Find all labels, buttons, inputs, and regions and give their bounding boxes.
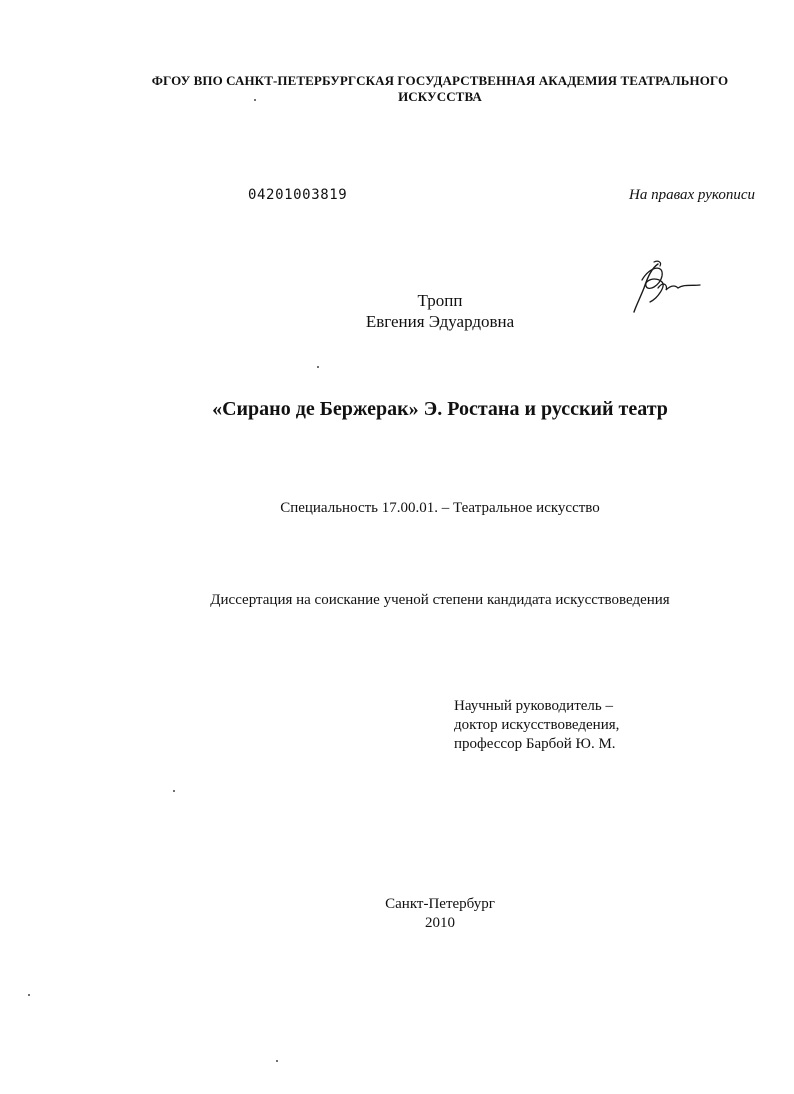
scan-speck — [276, 1060, 278, 1062]
author-given-names: Евгения Эдуардовна — [365, 312, 515, 331]
dissertation-degree-line: Диссертация на соискание ученой степени кандидата искусствоведения — [210, 592, 670, 608]
supervisor-degree: доктор искусствоведения, — [454, 717, 620, 733]
supervisor-name: профессор Барбой Ю. М. — [454, 736, 616, 752]
supervisor-role: Научный руководитель – — [454, 698, 613, 714]
footer-block — [290, 895, 590, 933]
author-block — [290, 290, 590, 332]
document-number: 04201003819 — [248, 187, 348, 203]
scan-speck — [254, 99, 256, 101]
supervisor-block — [454, 697, 619, 754]
rights-note: На правах рукописи — [629, 187, 755, 203]
dissertation-title: «Сирано де Бержерак» Э. Ростана и русский театр — [212, 398, 668, 420]
year: 2010 — [425, 915, 455, 931]
specialty-line: Специальность 17.00.01. – Театральное искусство — [280, 500, 600, 516]
scan-speck — [317, 366, 319, 368]
author-surname: Тропп — [417, 291, 463, 310]
handwritten-signature-icon — [628, 258, 708, 318]
institution-line-1: ФГОУ ВПО САНКТ-ПЕТЕРБУРГСКАЯ ГОСУДАРСТВЕННАЯ АКАДЕМИЯ ТЕАТРАЛЬНОГО — [151, 73, 729, 88]
scan-speck — [28, 994, 30, 996]
scan-speck — [173, 790, 175, 792]
institution-header — [100, 73, 780, 105]
city: Санкт-Петербург — [385, 896, 495, 912]
institution-line-2: ИСКУССТВА — [398, 89, 482, 104]
